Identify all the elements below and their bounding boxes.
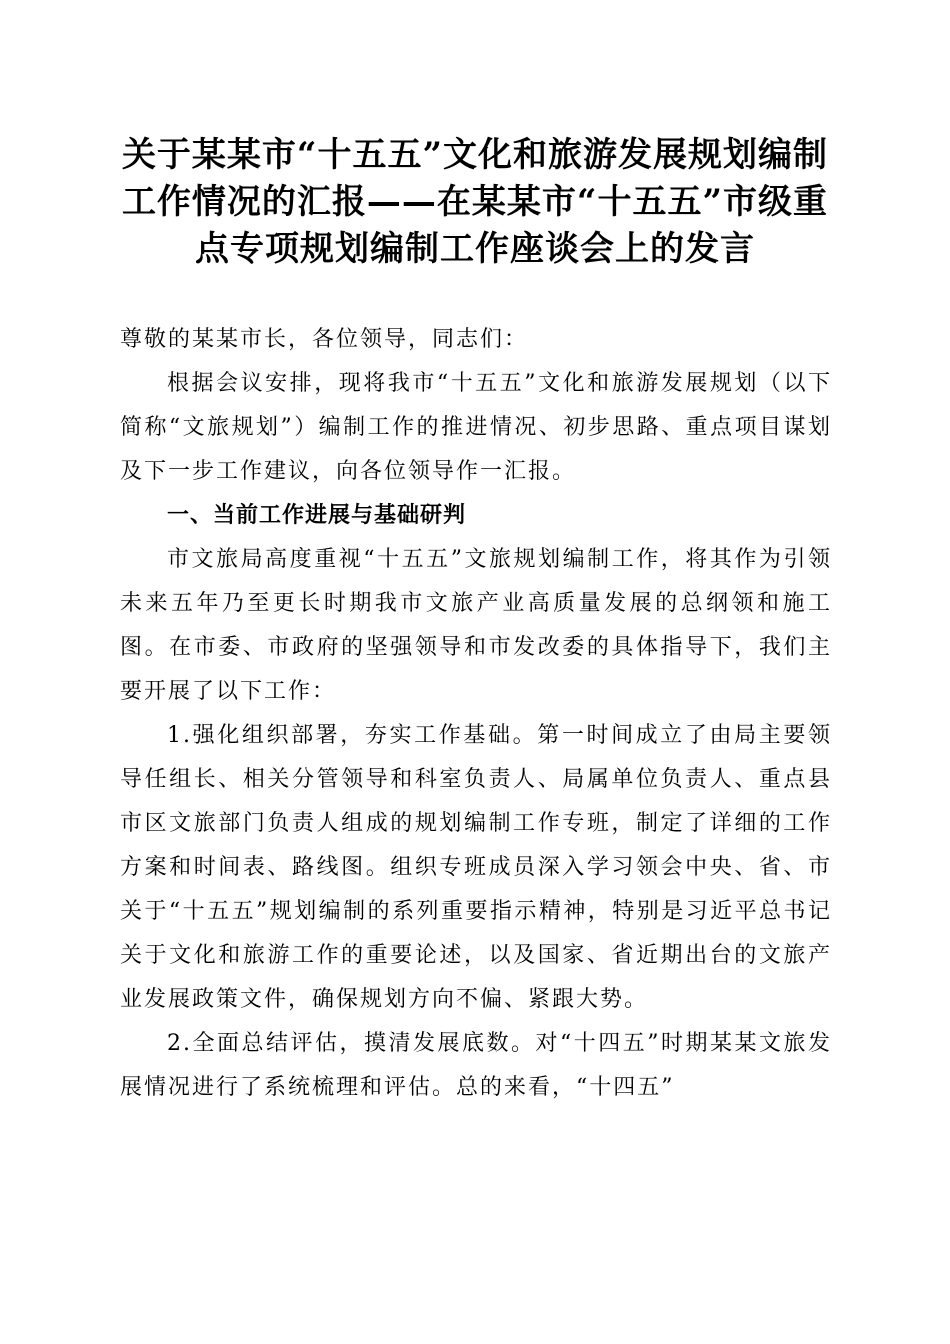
- salutation: 尊敬的某某市长，各位领导，同志们：: [120, 327, 529, 352]
- item-1-paragraph: 1.强化组织部署，夯实工作基础。第一时间成立了由局主要领导任组长、相关分管领导和科室负责人、局属单位负责人、重点县市区文旅部门负责人组成的规划编制工作专班，制定了详细的工作方案和时间表、路线图。组织专班成员深入学习领会中央、省、市关于“十五五”规划编制的系列重要指示精神，特别是习近平总书记关于文化和旅游工作的重要论述，以及国家、省近期出台的文旅产业发展政策文件，确保规划方向不偏、紧跟大势。: [120, 723, 832, 1012]
- item-2-paragraph: 2.全面总结评估，摸清发展底数。对“十四五”时期某某文旅发展情况进行了系统梳理和评估。总的来看，“十四五”: [120, 1031, 832, 1100]
- section-intro-paragraph: 市文旅局高度重视“十五五”文旅规划编制工作，将其作为引领未来五年乃至更长时期我市文旅产业高质量发展的总纲领和施工图。在市委、市政府的坚强领导和市发改委的具体指导下，我们主要开展了以下工作：: [120, 547, 832, 704]
- document-title: 关于某某市“十五五”文化和旅游发展规划编制工作情况的汇报——在某某市“十五五”市级重点专项规划编制工作座谈会上的发言: [121, 135, 829, 269]
- document-body: [120, 318, 832, 1110]
- section-heading: 一、当前工作进展与基础研判: [167, 503, 467, 528]
- intro-paragraph: 根据会议安排，现将我市“十五五”文化和旅游发展规划（以下简称“文旅规划”）编制工作的推进情况、初步思路、重点项目谋划及下一步工作建议，向各位领导作一汇报。: [120, 371, 832, 484]
